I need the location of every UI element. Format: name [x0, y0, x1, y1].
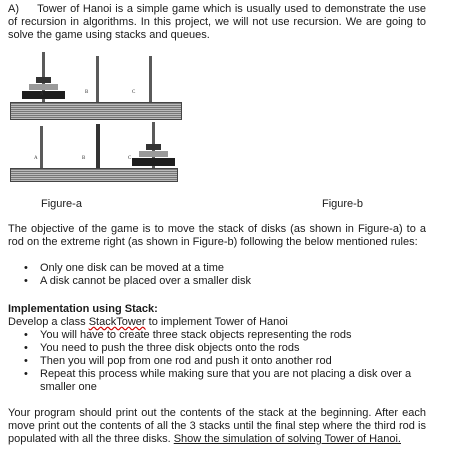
figure-a-disk-small [36, 77, 51, 83]
figure-b-disk-medium [139, 151, 168, 157]
closing-paragraph [8, 407, 426, 446]
closing-text: Your program should print out the contents of the stack at the beginning. After each move print out the contents of all the 3 stacks until the final step where the third rod is populated with all the three disks. [8, 407, 426, 445]
figure-a-caption: Figure-a [41, 198, 82, 210]
figure-b-rod-label-a: A [34, 156, 38, 161]
figure-b-disk-small [146, 144, 161, 150]
figure-b-rod-label-b: B [82, 156, 86, 161]
intro-text: Tower of Hanoi is a simple game which is usually used to demonstrate the use of recursion in algorithms. In this project, we will not use recursion. We are going to solve the game using stacks and queues. [8, 3, 426, 41]
figure-a-rod-label-a: A [40, 92, 44, 97]
figure-a [10, 52, 182, 120]
step-item: • Repeat this process while making sure that you are not placing a disk over a smaller one [24, 368, 428, 394]
intro-paragraph [8, 3, 426, 42]
closing-underlined: Show the simulation of solving Tower of Hanoi. [173, 433, 401, 445]
figure-b-base [10, 168, 178, 182]
figure-b-disk-large [132, 158, 175, 166]
implementation-intro [8, 316, 426, 329]
figure-a-rod-3 [149, 56, 152, 102]
figure-a-base [10, 102, 182, 120]
step-item: • You will have to create three stack objects representing the rods [24, 329, 428, 342]
implementation-intro-suffix: to implement Tower of Hanoi [145, 316, 288, 328]
class-name: StackTower [88, 316, 146, 328]
rule-item: • A disk cannot be placed over a smaller disk [24, 275, 428, 288]
step-item: • You need to push the three disk objects onto the rods [24, 342, 428, 355]
implementation-steps [24, 329, 428, 394]
figure-b-rod-label-c: C [128, 156, 132, 161]
rule-item: • Only one disk can be moved at a time [24, 262, 428, 275]
figure-a-rod-label-b: B [85, 90, 89, 95]
implementation-intro-prefix: Develop a class [8, 316, 89, 328]
figure-a-rod-2 [96, 56, 99, 102]
figure-b-rod-1 [40, 126, 43, 168]
figure-b-rod-2 [96, 124, 100, 168]
objective-paragraph: The objective of the game is to move the stack of disks (as shown in Figure-a) to a rod on the extreme right (as shown in Figure-b) following the below mentioned rules: [8, 223, 426, 248]
figure-a-rod-label-c: C [132, 90, 136, 95]
step-item: • Then you will pop from one rod and push it onto another rod [24, 355, 428, 368]
figure-b [10, 120, 178, 182]
figure-b-caption: Figure-b [322, 198, 363, 210]
rules-list [24, 262, 428, 288]
figure-a-disk-medium [29, 84, 58, 90]
intro-label: A) [8, 3, 19, 15]
implementation-heading: Implementation using Stack: [8, 303, 158, 315]
